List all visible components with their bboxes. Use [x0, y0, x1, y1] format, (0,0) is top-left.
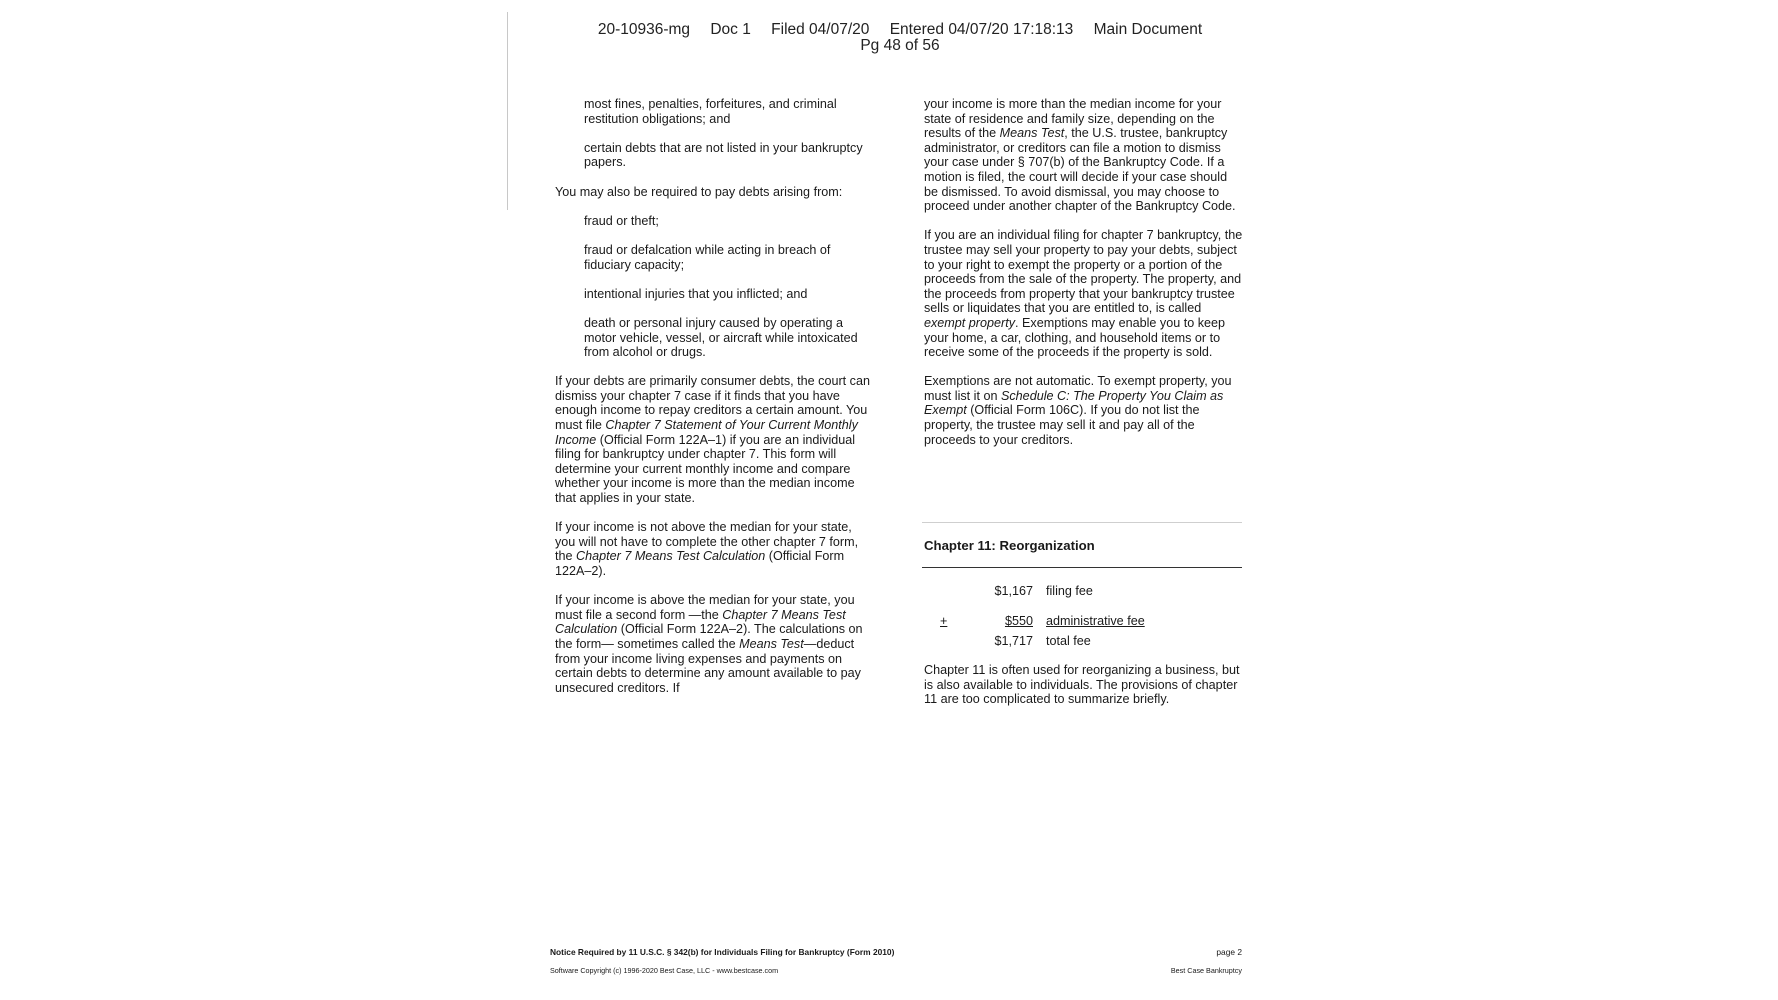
text-run: (Official Form 106C). If you do not list the property, the trustee may sell it and pay all of the proceeds to your creditors. — [924, 403, 1200, 447]
chapter-11-title: Chapter 11: Reorganization — [924, 538, 1095, 553]
paragraph-trustee-sell — [924, 228, 1244, 359]
item-fraud-theft: fraud or theft; — [584, 213, 659, 228]
text-run: (Official Form 122A–1) if you are an individual filing for bankruptcy under chapter 7. This form will determine your current monthly income and compare whether your income is more than the median income that applies in your state. — [555, 432, 856, 506]
fee-amount: $1,717 — [994, 634, 1033, 648]
fee-amount: $1,167 — [994, 584, 1033, 598]
footer-copyright: Software Copyright (c) 1996-2020 Best Case, LLC - www.bestcase.com — [550, 966, 779, 975]
text-run: , the U.S. trustee, bankruptcy administrator, or creditors can file a motion to dismiss your case under § 707(b) of the Bankruptcy Code. If a motion is filed, the court will decide if your case should be dismissed. To avoid dismissal, you may choose to proceed under another chapter of the Bankruptcy Code. — [924, 126, 1236, 214]
means-test-term: Means Test — [999, 126, 1065, 141]
page-count: Pg 48 of 56 — [860, 37, 940, 54]
document-type: Main Document — [1093, 21, 1203, 38]
filed-date: Filed 04/07/20 — [771, 21, 870, 38]
text-run: . Exemptions may enable you to keep your home, a car, clothing, and household items or to receive some of the proceeds if the property is sold. — [924, 315, 1226, 360]
footer-notice: Notice Required by 11 U.S.C. § 342(b) for Individuals Filing for Bankruptcy (Form 2010) — [550, 947, 895, 957]
filing-header — [520, 22, 1280, 54]
fee-amount: $550 — [1004, 614, 1033, 628]
text-run: If your income is not above the median for your state, you will not have to complete the other chapter 7 form, the — [555, 520, 859, 564]
left-column — [555, 97, 875, 710]
bullet-unlisted-debts: certain debts that are not listed in your bankruptcy papers. — [584, 140, 863, 170]
text-run: Exemptions are not automatic. To exempt property, you must list it on — [924, 374, 1232, 403]
paragraph-exemptions — [924, 374, 1244, 447]
filing-header-line — [520, 22, 1280, 38]
section-divider-light — [922, 522, 1242, 523]
case-number: 20-10936-mg — [597, 21, 691, 38]
exempt-property-term: exempt property — [924, 315, 1015, 330]
doc-number: Doc 1 — [710, 21, 751, 38]
fee-label: filing fee — [1046, 584, 1093, 598]
form-title-122a1: Chapter 7 Statement of Your Current Monthly Income — [555, 418, 858, 447]
form-title-122a2: Chapter 7 Means Test Calculation — [576, 549, 766, 564]
footer-page-number: page 2 — [1216, 947, 1242, 957]
paragraph-above-median — [555, 593, 875, 695]
right-column — [924, 97, 1244, 462]
text-run: (Official Form 122A–2). The calculations on the form— sometimes called the — [555, 622, 863, 651]
bullet-fines: most fines, penalties, forfeitures, and criminal restitution obligations; and — [584, 97, 837, 126]
text-run: your income is more than the median income for your state of residence and family size, depending on the results of the — [924, 97, 1222, 141]
item-defalcation: fraud or defalcation while acting in breach of fiduciary capacity; — [584, 242, 831, 272]
chapter-11-description: Chapter 11 is often used for reorganizing a business, but is also available to individuals. The provisions of chapter 11 are too complicated to summarize briefly. — [924, 663, 1240, 707]
fee-sign: + — [940, 614, 948, 628]
text-run: If your debts are primarily consumer debts, the court can dismiss your chapter 7 case if it finds that you have enough income to repay creditors a certain amount. You must file — [555, 374, 870, 433]
item-intentional-injuries: intentional injuries that you inflicted; and — [584, 286, 808, 301]
section-divider-dark — [922, 567, 1242, 568]
entered-date: Entered 04/07/20 17:18:13 — [889, 21, 1074, 38]
text-run: (Official Form 122A–2). — [555, 549, 845, 578]
page-edge-line — [507, 12, 508, 210]
means-test-term: Means Test — [739, 636, 804, 651]
item-death-injury: death or personal injury caused by operating a motor vehicle, vessel, or aircraft while intoxicated from alcohol or drugs. — [584, 315, 858, 360]
fee-label: administrative fee — [1046, 614, 1145, 628]
fee-label: total fee — [1046, 634, 1091, 648]
form-title-122a2: Chapter 7 Means Test Calculation — [555, 607, 846, 637]
text-run: —deduct from your income living expenses and payments on certain debts to determine any amount available to pay unsecured creditors. If — [555, 636, 861, 695]
schedule-c-title: Schedule C: The Property You Claim as Exempt — [924, 388, 1224, 418]
text-run: If you are an individual filing for chapter 7 bankruptcy, the trustee may sell your property to pay your debts, subject to your right to exempt the property or a portion of the proceeds from the sale of the property. The property, and the proceeds from property that your bankruptcy trustee sells or liquidates that you are entitled to, is called — [924, 228, 1243, 316]
paragraph-also-required: You may also be required to pay debts arising from: — [555, 184, 843, 199]
paragraph-consumer-debts — [555, 374, 875, 505]
paragraph-not-above-median — [555, 520, 875, 578]
paragraph-income-median — [924, 97, 1244, 214]
footer-brand: Best Case Bankruptcy — [1170, 966, 1242, 975]
text-run: If your income is above the median for your state, you must file a second form —the — [555, 593, 855, 622]
